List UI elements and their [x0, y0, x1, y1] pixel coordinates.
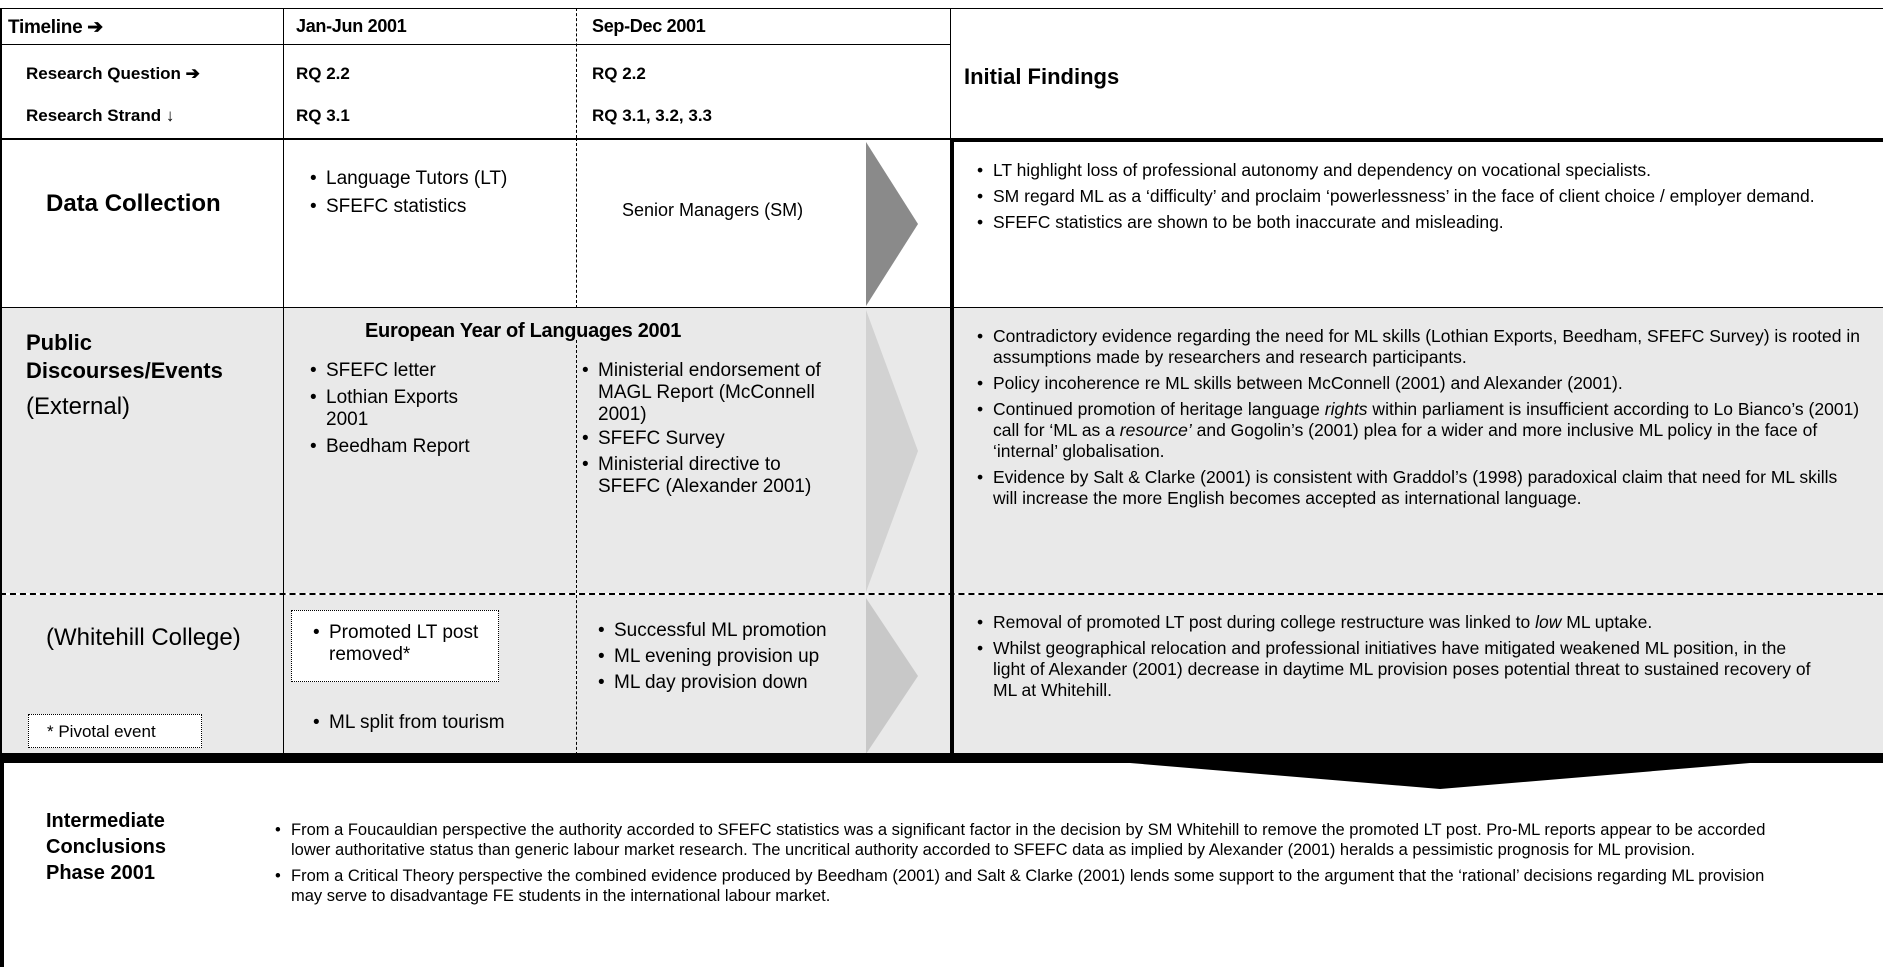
- conclusions-list: [273, 820, 1793, 906]
- period-jan-jun: Jan-Jun 2001: [296, 16, 407, 36]
- list-item: • SFEFC letter: [308, 360, 508, 382]
- data-collection-col1: [308, 168, 568, 218]
- timeline-label: Timeline ➔: [8, 17, 103, 38]
- arrow-right-icon: [866, 310, 956, 592]
- list-item: • Ministerial endorsement of MAGL Report (McConnell 2001): [580, 360, 868, 426]
- whitehill-col2: [596, 620, 876, 694]
- arrow-right-icon: [866, 140, 956, 308]
- senior-managers-item: Senior Managers (SM): [622, 200, 804, 220]
- whitehill-findings: [975, 612, 1855, 706]
- conclusion-item: • From a Foucauldian perspective the authority accorded to SFEFC statistics was a significant factor in the decision by SM Whitehill to remove the promoted LT post. Pro-ML reports appear to be accorded lower authoritative status than generic labour market research. The uncritical authority accorded to SFEFC data as implied by Alexander (2001) heralds a pessimistic prognosis for ML provision.: [273, 820, 1793, 860]
- strand-col1: RQ 3.1: [296, 106, 350, 125]
- rq-col2: RQ 2.2: [592, 64, 646, 83]
- arrow-right-icon: [866, 598, 956, 754]
- strand-col2: RQ 3.1, 3.2, 3.3: [592, 106, 713, 125]
- whitehill-col1-boxed: [311, 622, 491, 666]
- finding-item: • SFEFC statistics are shown to be both inaccurate and misleading.: [975, 212, 1865, 233]
- finding-item: • Whilst geographical relocation and professional initiatives have mitigated weakened ML position, in the light of Alexander (2001) decrease in daytime ML provision poses potential threat to sustained recovery of ML at Whitehill.: [975, 638, 1813, 701]
- public-col1: [308, 360, 508, 458]
- finding-item: • SM regard ML as a ‘difficulty’ and proclaim ‘powerlessness’ in the face of client choice / employer demand.: [975, 186, 1865, 207]
- header-grid: [0, 8, 1883, 138]
- list-item: • Beedham Report: [308, 436, 508, 458]
- conclusions-label: Intermediate Conclusions Phase 2001: [46, 810, 167, 884]
- list-item: • ML evening provision up: [596, 646, 876, 668]
- list-item: • Successful ML promotion: [596, 620, 876, 642]
- list-item: • ML day provision down: [596, 672, 876, 694]
- list-item: • Lothian Exports 2001: [308, 387, 476, 431]
- european-year-banner: European Year of Languages 2001: [365, 320, 682, 342]
- list-item: • SFEFC Survey: [580, 428, 880, 450]
- conclusion-item: • From a Critical Theory perspective the combined evidence produced by Beedham (2001) and Salt & Clarke (2001) lends some support to the argument that the ‘rational’ decisions regarding ML provision may serve to disadvantage FE students in the international labour market.: [273, 866, 1793, 906]
- public-label-line2: Discourses/Events: [26, 358, 223, 383]
- public-label-line1: Public: [26, 330, 93, 355]
- list-item: • ML split from tourism: [311, 712, 541, 734]
- whitehill-col1-other: [311, 712, 541, 734]
- pivotal-event-note: * Pivotal event: [28, 714, 202, 748]
- rq-col1: RQ 2.2: [296, 64, 350, 83]
- finding-item: • LT highlight loss of professional autonomy and dependency on vocational specialists.: [975, 160, 1865, 181]
- data-collection-findings: [975, 160, 1865, 238]
- research-strand-label: Research Strand ↓: [26, 106, 175, 125]
- data-collection-row-left: [0, 138, 950, 308]
- finding-item: • Policy incoherence re ML skills between McConnell (2001) and Alexander (2001).: [975, 373, 1865, 394]
- list-item: • SFEFC statistics: [308, 196, 568, 218]
- whitehill-label: (Whitehill College): [46, 624, 241, 651]
- finding-item: • Contradictory evidence regarding the need for ML skills (Lothian Exports, Beedham, SFEFC Survey) is rooted in assumptions made by researchers and research participants.: [975, 326, 1865, 368]
- finding-item: • Continued promotion of heritage language rights within parliament is insufficient according to Lo Bianco’s (2001) call for ‘ML as a resource’ and Gogolin’s (2001) plea for a wider and more inclusive ML policy in the face of ‘internal’ globalisation.: [975, 399, 1865, 462]
- finding-item: • Removal of promoted LT post during college restructure was linked to low ML uptake.: [975, 612, 1855, 633]
- public-col2: [580, 360, 880, 498]
- list-item: • Ministerial directive to SFEFC (Alexander 2001): [580, 454, 838, 498]
- period-sep-dec: Sep-Dec 2001: [592, 16, 706, 36]
- public-label-line3: (External): [26, 393, 131, 420]
- initial-findings-title: Initial Findings: [964, 64, 1120, 89]
- list-item: • Promoted LT post removed*: [311, 622, 491, 666]
- finding-item: • Evidence by Salt & Clarke (2001) is consistent with Graddol’s (1998) paradoxical claim that need for ML skills will increase the more English becomes accepted as international language.: [975, 467, 1865, 509]
- research-question-label: Research Question ➔: [26, 64, 200, 83]
- data-collection-label: Data Collection: [46, 190, 221, 217]
- public-findings: [975, 326, 1865, 514]
- list-item: • Language Tutors (LT): [308, 168, 568, 190]
